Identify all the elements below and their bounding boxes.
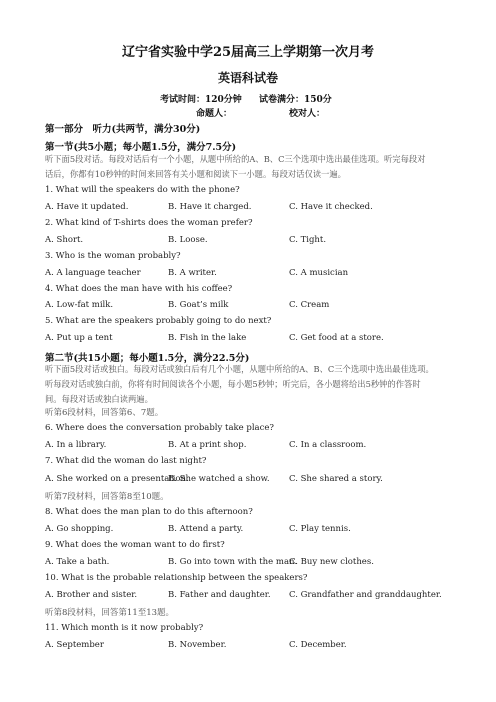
section-one-heading: 第一节(共5小题；每小题1.5分，满分7.5分) [45,142,237,153]
q10-option-b: B. Father and daughter. [168,590,271,600]
q8-option-a: A. Go shopping. [45,524,114,534]
q4-option-c: C. Cream [289,300,330,310]
section-one-instructions [45,152,455,182]
q5-option-c: C. Get food at a store. [289,333,384,343]
q6-option-a: A. In a library. [45,440,107,450]
q4-option-b: B. Goat’s milk [168,300,229,310]
instruction-line: 话后，你都有10秒钟的时间来回答有关小题和阅读下一小题。每段对话仅读一遍。 [45,169,346,179]
reviewer-label: 校对人： [289,109,326,119]
exam-title: 辽宁省实验中学25届高三上学期第一次月考 [121,45,375,60]
instruction-line: 听下面5段对话或独白。每段对话或独白后有几个小题，从题中所给的A、B、C三个选项中选出最佳选项。 [45,364,434,374]
question-7: 7. What did the woman do last night? [45,456,207,466]
q10-option-c: C. Grandfather and granddaughter. [289,590,442,600]
question-11: 11. Which month is it now probably? [45,623,204,633]
q6-option-b: B. At a print shop. [168,440,247,450]
q7-option-a: A. She worked on a presentation. [45,474,189,484]
instruction-line: 间。每段对话或独白读两遍。 [45,394,153,404]
exam-subtitle: 英语科试卷 [217,71,278,85]
question-3: 3. Who is the woman probably? [45,251,181,261]
q8-option-b: B. Attend a party. [168,524,244,534]
q1-option-a: A. Have it updated. [45,202,129,212]
question-5: 5. What are the speakers probably going to do next? [45,316,272,326]
instruction-line: 听每段对话或独白前，你将有时间阅读各个小题，每小题5秒钟；听完后，各小题将给出5秒钟的作答时 [45,379,421,389]
setter-label: 命题人： [196,109,233,119]
q7-option-b: B. She watched a show. [168,474,270,484]
q7-option-c: C. She shared a story. [289,474,383,484]
question-4: 4. What does the man have with his coffee? [45,284,233,294]
q5-option-b: B. Fish in the lake [168,333,247,343]
question-8: 8. What does the man plan to do this afternoon? [45,507,253,517]
q10-option-a: A. Brother and sister. [45,590,138,600]
q6-option-c: C. In a classroom. [289,440,367,450]
q9-option-a: A. Take a bath. [45,557,110,567]
question-1: 1. What will the speakers do with the phone? [45,185,240,195]
material-8-note: 听第8段材料，回答第11至13题。 [45,608,175,618]
exam-time: 考试时间：120分钟 [160,95,242,105]
q2-option-a: A. Short. [45,235,84,245]
q9-option-c: C. Buy new clothes. [289,557,374,567]
section-two-instructions [45,362,455,407]
q3-option-b: B. A writer. [168,268,217,278]
part-one-heading: 第一部分 听力(共两节，满分30分) [45,124,201,135]
q5-option-a: A. Put up a tent [45,333,113,343]
q4-option-a: A. Low-fat milk. [45,300,114,310]
section-two-heading: 第二节(共15小题；每小题1.5分，满分22.5分) [45,353,250,364]
question-10: 10. What is the probable relationship between the speakers? [45,573,308,583]
question-6: 6. Where does the conversation probably take place? [45,423,274,433]
q11-option-b: B. November. [168,640,227,650]
question-9: 9. What does the woman want to do first? [45,540,225,550]
question-2: 2. What kind of T-shirts does the woman prefer? [45,218,253,228]
q11-option-c: C. December. [289,640,347,650]
q1-option-b: B. Have it charged. [168,202,252,212]
q1-option-c: C. Have it checked. [289,202,373,212]
q2-option-c: C. Tight. [289,235,327,245]
q3-option-a: A. A language teacher [45,268,141,278]
full-score: 试卷满分：150分 [259,95,332,105]
q11-option-a: A. September [45,640,104,650]
q9-option-b: B. Go into town with the man. [168,557,298,567]
material-6-note: 听第6段材料，回答第6、7题。 [45,408,164,418]
q2-option-b: B. Loose. [168,235,208,245]
instruction-line: 听下面5段对话。每段对话后有一个小题，从题中所给的A、B、C三个选项中选出最佳选项。听完每段对 [45,154,426,164]
material-7-note: 听第7段材料，回答第8至10题。 [45,492,169,502]
q8-option-c: C. Play tennis. [289,524,351,534]
q3-option-c: C. A musician [289,268,349,278]
